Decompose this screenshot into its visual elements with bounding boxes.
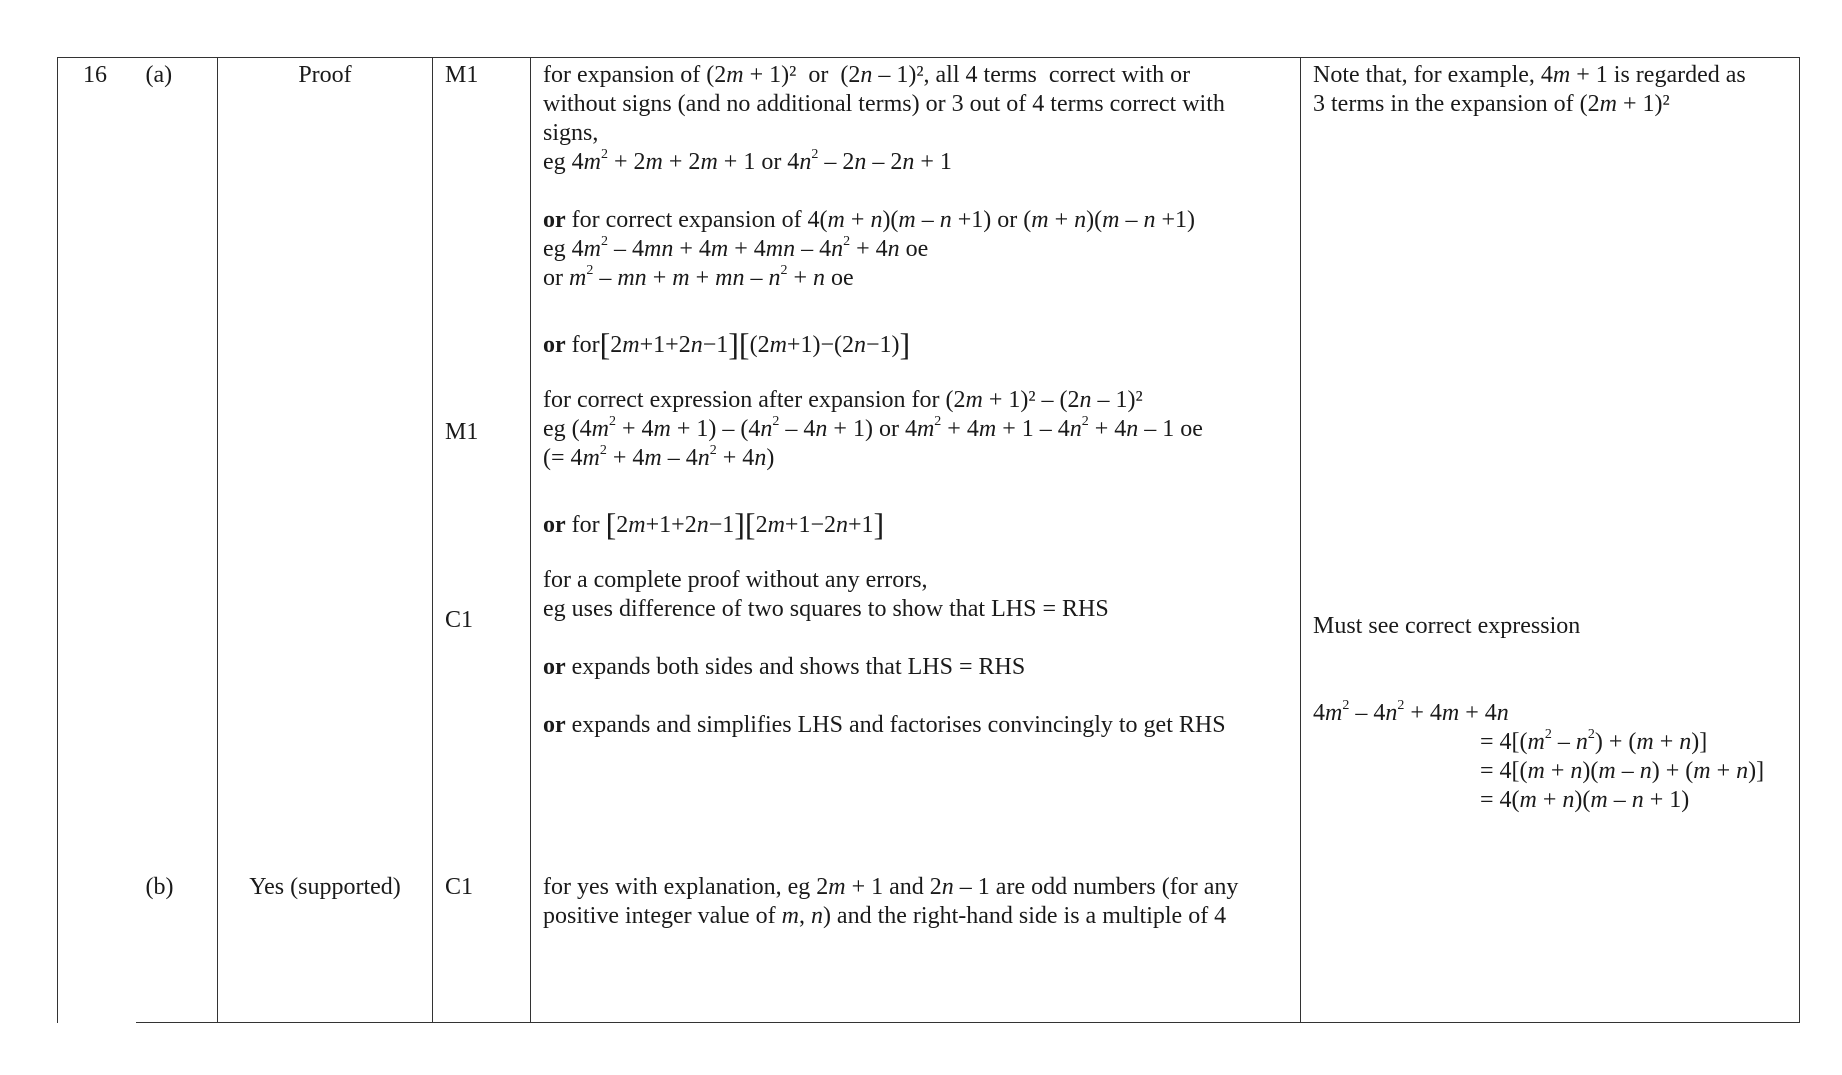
guidance-m1-second xyxy=(543,386,1300,541)
mark-scheme-table xyxy=(57,57,1800,1023)
working-line: = 4[(m + n)(m – n) + (m + n)] xyxy=(1480,758,1765,784)
guidance-line: for expansion of (2m + 1)² or (2n – 1)², all 4 terms correct with or xyxy=(543,62,1191,88)
guidance-m1-first xyxy=(543,61,1300,361)
part-a-marks xyxy=(433,58,531,870)
working-line: $4m^2 - 4n^2 + 4m + 4n$ xyxy=(1313,698,1509,726)
guidance-line: or for correct expansion of 4(m + n)(m – n +1) or (m + n)(m – n +1) xyxy=(543,207,1196,233)
guidance-line: (= $4m^2 + 4m - 4n^2 + 4n$) xyxy=(543,443,775,471)
guidance-line: or for [2m+1+2n−1][2m+1−2n+1] xyxy=(543,506,885,542)
part-b-guidance xyxy=(531,870,1301,1023)
guidance-line: or $m^2$ – mn + m + mn – $n^2 + n$ oe xyxy=(543,263,854,291)
guidance-line xyxy=(543,711,1300,740)
or-word: or xyxy=(543,712,566,738)
part-a-guidance xyxy=(531,58,1301,870)
guidance-line: for a complete proof without any errors, xyxy=(543,567,928,593)
question-number: 16 xyxy=(58,58,136,1023)
or-word: or xyxy=(543,654,566,680)
working-line: = $4[(m^2 - n^2) + (m + n)]$ xyxy=(1480,727,1708,755)
guidance-line: signs, xyxy=(543,120,599,146)
part-b-mark: C1 xyxy=(433,870,531,1023)
must-see-note: Must see correct expression xyxy=(1313,613,1581,639)
part-a-label: (a) xyxy=(136,58,218,870)
mark-c1: C1 xyxy=(445,607,474,633)
part-b-row xyxy=(58,870,1800,1023)
guidance-line: without signs (and no additional terms) or 3 out of 4 terms correct with xyxy=(543,91,1225,117)
note-line: Note that, for example, 4m + 1 is regarded as xyxy=(1313,62,1746,88)
guidance-line: eg uses difference of two squares to show that LHS = RHS xyxy=(543,596,1109,622)
guidance-c1 xyxy=(543,566,1300,740)
guidance-line: positive integer value of m, n) and the right-hand side is a multiple of 4 xyxy=(543,902,1227,929)
note-line: 3 terms in the expansion of (2m + 1)² xyxy=(1313,91,1670,117)
part-a-row xyxy=(58,58,1800,870)
part-b-label: (b) xyxy=(136,870,218,1023)
guidance-text: expands and simplifies LHS and factorises convincingly to get RHS xyxy=(571,712,1226,738)
mark-m1-second: M1 xyxy=(445,419,479,445)
part-a-additional xyxy=(1301,58,1800,870)
guidance-text: expands both sides and shows that LHS = RHS xyxy=(571,654,1026,680)
guidance-line: eg $4m^2 - 4mn + 4m + 4mn - 4n^2 + 4n$ oe xyxy=(543,234,929,262)
guidance-line: eg $4m^2 + 2m + 2m + 1$ or $4n^2 - 2n - 2n + 1$ xyxy=(543,147,952,175)
factorisation-working xyxy=(1313,699,1799,815)
guidance-line xyxy=(543,653,1300,682)
mark-m1-first: M1 xyxy=(445,62,479,88)
guidance-line: for yes with explanation, eg 2m + 1 and 2n – 1 are odd numbers (for any xyxy=(543,873,1239,900)
working-line: = 4(m + n)(m – n + 1) xyxy=(1480,787,1690,813)
guidance-line: eg $(4m^2 + 4m + 1) - (4n^2 - 4n + 1)$ or $4m^2 + 4m + 1 - 4n^2 + 4n - 1$ oe xyxy=(543,414,1203,442)
guidance-line: for correct expression after expansion for (2m + 1)² – (2n – 1)² xyxy=(543,387,1143,413)
part-b-additional xyxy=(1301,870,1800,1023)
part-b-answer: Yes (supported) xyxy=(218,870,433,1023)
part-a-answer: Proof xyxy=(218,58,433,870)
guidance-line: or for[2m+1+2n−1][(2m+1)−(2n−1)] xyxy=(543,326,911,362)
